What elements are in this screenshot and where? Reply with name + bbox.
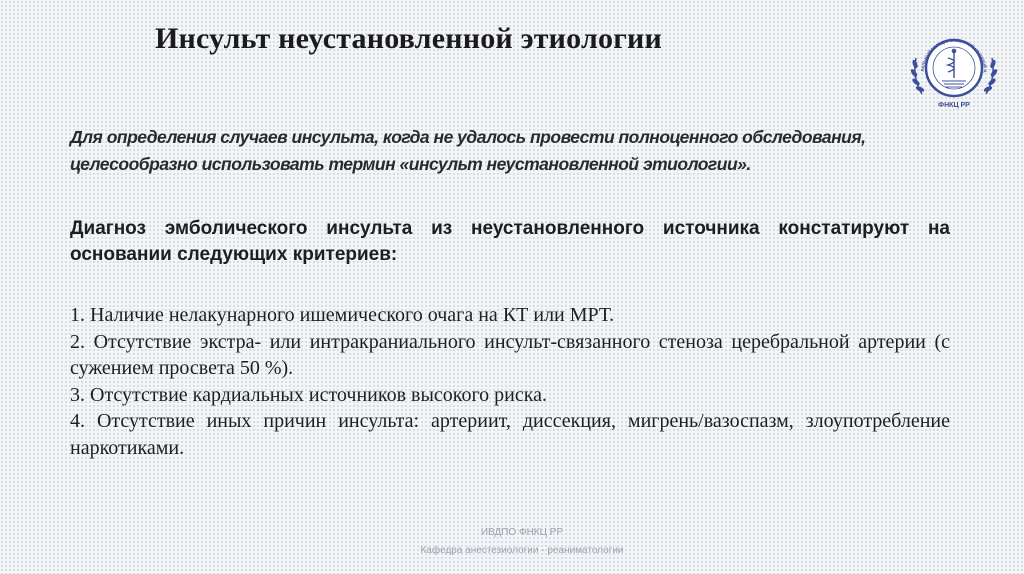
intro-text: Для определения случаев инсульта, когда не удалось провести полноценного обследования, целесообразно использовать термин «инсульт неустановленной этиологии».: [70, 127, 866, 174]
criteria-heading: Диагноз эмболического инсульта из неустановленного источника констатируют на основании следующих критериев:: [70, 218, 950, 265]
fnkc-logo: [904, 28, 1004, 110]
logo-ring-text: РАЛЬНЫЙ ГОСУДАРСТВЕННЫЙ НАУЧНЫЙ Ц: [919, 37, 989, 73]
criteria-item: 2. Отсутствие экстра- или интракраниального инсульт-связанного стеноза церебральной артерии (с сужением просвета 50 %).: [70, 330, 950, 379]
slide-title: Инсульт неустановленной этиологии: [155, 22, 662, 55]
criteria-item: 1. Наличие нелакунарного ишемического очага на КТ или МРТ.: [70, 304, 615, 326]
criteria-item: 4. Отсутствие иных причин инсульта: артериит, диссекция, мигрень/вазоспазм, злоупотребление наркотиками.: [70, 410, 950, 459]
criteria-list: [70, 302, 950, 461]
footer-department: Кафедра анестезиологии - реаниматологии: [420, 545, 624, 556]
logo-caption: ФНКЦ РР: [938, 102, 970, 109]
criteria-item: 3. Отсутствие кардиальных источников высокого риска.: [70, 383, 548, 406]
footer-institute: ИВДПО ФНКЦ РР: [480, 527, 564, 538]
